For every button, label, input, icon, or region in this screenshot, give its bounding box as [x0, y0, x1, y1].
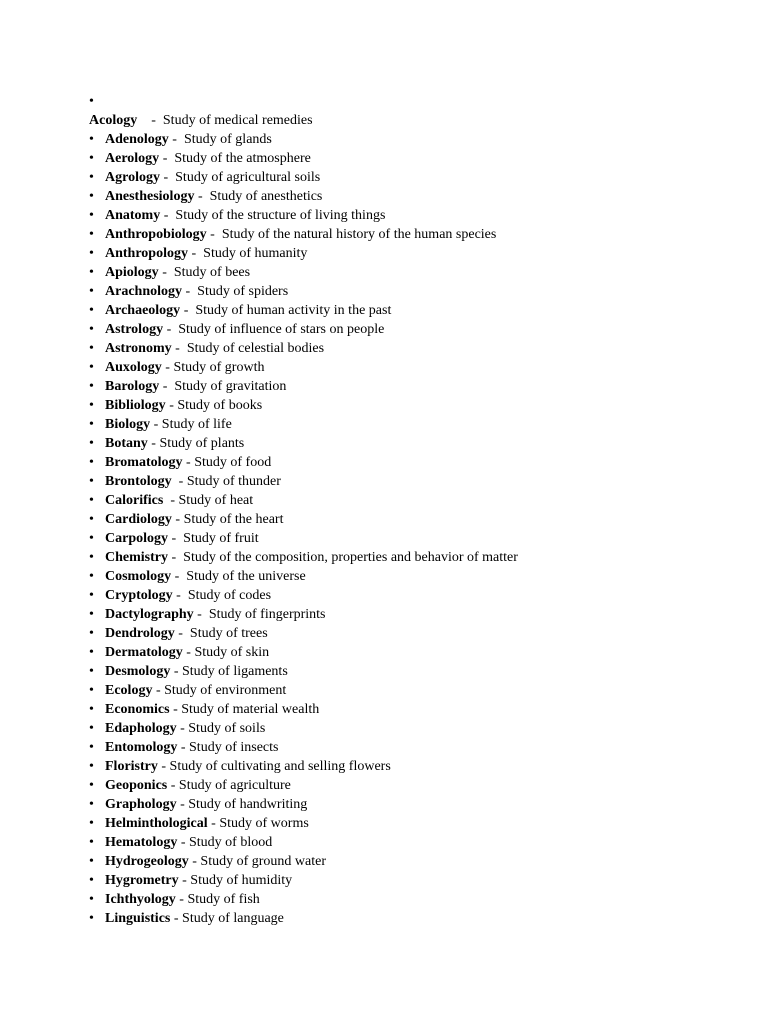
entry-definition: Study of spiders [197, 284, 289, 299]
entry-definition: Study of the composition, properties and behavior of matter [183, 550, 518, 565]
entry-definition: Study of the natural history of the human species [221, 227, 497, 242]
entry-definition: Study of influence of stars on people [178, 322, 385, 337]
entry-separator: - [177, 835, 189, 850]
entry-definition: Study of celestial bodies [186, 341, 325, 356]
entry-term: Dermatology [105, 645, 183, 660]
list-item [89, 624, 518, 643]
bullet-icon: • [89, 360, 94, 375]
entry-separator: - [170, 664, 182, 679]
list-item [89, 776, 518, 795]
list-item [89, 301, 518, 320]
entry-separator: - [175, 892, 188, 907]
entry-term: Geoponics [105, 778, 168, 793]
entry-term: Desmology [105, 664, 171, 679]
entry-separator: - [180, 303, 196, 318]
entry-term: Astronomy [105, 341, 172, 356]
entry-definition: Study of books [177, 398, 263, 413]
bullet-icon: • [89, 550, 94, 565]
entry-term: Helminthological [105, 816, 208, 831]
entry-definition: Study of handwriting [188, 797, 308, 812]
entry-definition: Study of medical remedies [162, 113, 313, 128]
entry-definition: Study of fruit [183, 531, 259, 546]
bullet-icon: • [89, 512, 94, 527]
entry-term: Aerology [105, 151, 160, 166]
bullet-icon: • [89, 303, 94, 318]
empty-bullet: • [89, 94, 94, 109]
list-item [89, 643, 518, 662]
entry-separator: - [157, 759, 170, 774]
entry-definition: Study of the atmosphere [174, 151, 311, 166]
bullet-icon: • [89, 208, 94, 223]
bullet-icon: • [89, 797, 94, 812]
entry-definition: Study of blood [189, 835, 273, 850]
entry-term: Acology [89, 113, 138, 128]
list-item [89, 187, 518, 206]
entry-term: Bibliology [105, 398, 166, 413]
entry-term: Economics [105, 702, 170, 717]
bullet-icon: • [89, 854, 94, 869]
entry-definition: Study of thunder [186, 474, 281, 489]
entry-term: Biology [105, 417, 151, 432]
list-item [89, 282, 518, 301]
first-entry [89, 111, 313, 130]
entry-separator: - [169, 702, 182, 717]
entry-definition: Study of environment [164, 683, 287, 698]
entry-term: Barology [105, 379, 160, 394]
bullet-icon: • [89, 835, 94, 850]
bullet-icon: • [89, 892, 94, 907]
entry-term: Archaeology [105, 303, 181, 318]
entry-definition: Study of worms [219, 816, 309, 831]
bullet-icon: • [89, 645, 94, 660]
entry-term: Chemistry [105, 550, 168, 565]
entry-term: Anatomy [105, 208, 161, 223]
entry-separator: - [176, 797, 189, 812]
entry-term: Edaphology [105, 721, 177, 736]
list-item [89, 757, 518, 776]
entry-separator: - [178, 873, 191, 888]
list-item [89, 529, 518, 548]
bullet-icon: • [89, 170, 94, 185]
list-item [89, 567, 518, 586]
entry-term: Entomology [105, 740, 178, 755]
entry-separator: - [182, 645, 195, 660]
bullet-icon: • [89, 683, 94, 698]
entry-term: Cryptology [105, 588, 173, 603]
list-item [89, 890, 518, 909]
entry-definition: Study of agriculture [178, 778, 291, 793]
list-item [89, 130, 518, 149]
entry-definition: Study of human activity in the past [195, 303, 392, 318]
bullet-icon: • [89, 702, 94, 717]
bullet-icon: • [89, 721, 94, 736]
bullet-icon: • [89, 265, 94, 280]
entry-separator: - [165, 398, 178, 413]
list-item [89, 814, 518, 833]
list-item [89, 833, 518, 852]
entry-separator: - [152, 683, 165, 698]
entry-separator: - [159, 170, 176, 185]
entry-separator: - [177, 740, 190, 755]
entry-term: Bromatology [105, 455, 183, 470]
entry-term: Dactylography [105, 607, 194, 622]
bullet-icon: • [89, 379, 94, 394]
entry-separator: - [168, 550, 184, 565]
bullet-icon: • [89, 778, 94, 793]
entry-term: Brontology [105, 474, 172, 489]
bullet-icon: • [89, 911, 94, 926]
entry-term: Floristry [105, 759, 158, 774]
entry-separator: - [207, 816, 220, 831]
entry-term: Carpology [105, 531, 168, 546]
bullet-icon: • [89, 816, 94, 831]
entry-term: Ecology [105, 683, 153, 698]
entry-separator: - [171, 512, 184, 527]
bullet-icon: • [89, 474, 94, 489]
list-item [89, 795, 518, 814]
entry-definition: Study of growth [173, 360, 265, 375]
entry-definition: Study of glands [183, 132, 272, 147]
bullet-icon: • [89, 531, 94, 546]
entry-separator: - [159, 379, 175, 394]
list-item [89, 358, 518, 377]
entry-definition: Study of skin [194, 645, 270, 660]
entry-term: Cardiology [105, 512, 172, 527]
bullet-icon: • [89, 607, 94, 622]
entry-term: Graphology [105, 797, 177, 812]
entry-definition: Study of life [161, 417, 232, 432]
list-item [89, 263, 518, 282]
entry-definition: Study of plants [159, 436, 245, 451]
entry-definition: Study of material wealth [181, 702, 320, 717]
entry-term: Dendrology [105, 626, 175, 641]
entry-definition: Study of food [194, 455, 272, 470]
entry-separator: - [150, 417, 162, 432]
entry-term: Agrology [105, 170, 160, 185]
entry-separator: - [160, 208, 176, 223]
entry-definition: Study of gravitation [174, 379, 287, 394]
entry-term: Linguistics [105, 911, 171, 926]
bullet-icon: • [89, 341, 94, 356]
list-item [89, 472, 518, 491]
entry-term: Hydrogeology [105, 854, 189, 869]
list-item [89, 244, 518, 263]
entry-definition: Study of the structure of living things [175, 208, 386, 223]
list-item [89, 149, 518, 168]
entry-separator: - [171, 474, 187, 489]
entry-term: Hematology [105, 835, 178, 850]
entry-separator: - [193, 607, 209, 622]
entry-term: Calorifics [105, 493, 164, 508]
entry-separator: - [171, 341, 187, 356]
list-item [89, 510, 518, 529]
list-item [89, 320, 518, 339]
list-item [89, 225, 518, 244]
entry-definition: Study of heat [178, 493, 254, 508]
entry-separator: - [170, 911, 183, 926]
entry-separator: - [159, 151, 175, 166]
entry-definition: Study of trees [189, 626, 268, 641]
bullet-icon: • [89, 398, 94, 413]
entry-term: Astrology [105, 322, 164, 337]
entry-term: Anesthesiology [105, 189, 195, 204]
list-item [89, 909, 518, 928]
entry-term: Ichthyology [105, 892, 176, 907]
entry-definition: Study of ground water [200, 854, 327, 869]
bullet-icon: • [89, 493, 94, 508]
list-item [89, 586, 518, 605]
entry-definition: Study of cultivating and selling flowers [169, 759, 391, 774]
entry-term: Hygrometry [105, 873, 179, 888]
list-item [89, 871, 518, 890]
entry-definition: Study of humidity [190, 873, 293, 888]
entry-separator: - [174, 626, 190, 641]
entry-definition: Study of humanity [203, 246, 308, 261]
bullet-icon: • [89, 151, 94, 166]
entry-separator: - [168, 132, 184, 147]
entry-separator: - [206, 227, 222, 242]
entry-term: Cosmology [105, 569, 172, 584]
entry-separator: - [167, 778, 179, 793]
entry-separator: - [194, 189, 210, 204]
list-item [89, 415, 518, 434]
bullet-icon: • [89, 246, 94, 261]
bullet-icon: • [89, 569, 94, 584]
entry-definition: Study of ligaments [182, 664, 288, 679]
list-item [89, 662, 518, 681]
entry-term: Anthropology [105, 246, 188, 261]
entry-definition: Study of the heart [183, 512, 284, 527]
entry-separator: - [176, 721, 189, 736]
list-item [89, 396, 518, 415]
entry-definition: Study of fish [187, 892, 260, 907]
entry-term: Arachnology [105, 284, 182, 299]
entry-separator: - [172, 588, 188, 603]
list-item [89, 491, 518, 510]
bullet-icon: • [89, 759, 94, 774]
list-item [89, 738, 518, 757]
entry-term: Apiology [105, 265, 159, 280]
bullet-icon: • [89, 322, 94, 337]
entry-separator: - [158, 265, 174, 280]
entry-separator: - [182, 284, 198, 299]
bullet-icon: • [89, 227, 94, 242]
entry-separator: - [182, 455, 195, 470]
bullet-icon: • [89, 189, 94, 204]
entry-definition: Study of agricultural soils [175, 170, 321, 185]
entry-term: Botany [105, 436, 148, 451]
entry-separator: - [171, 569, 187, 584]
list-item [89, 681, 518, 700]
entry-separator: - [163, 322, 179, 337]
entry-definition: Study of language [182, 911, 284, 926]
bullet-icon: • [89, 436, 94, 451]
list-item [89, 700, 518, 719]
entry-definition: Study of insects [189, 740, 279, 755]
entry-separator: - [188, 854, 201, 869]
entry-definition: Study of anesthetics [209, 189, 323, 204]
bullet-icon: • [89, 626, 94, 641]
bullet-icon: • [89, 417, 94, 432]
bullet-icon: • [89, 740, 94, 755]
entry-separator: - [137, 113, 163, 128]
list-item [89, 377, 518, 396]
entry-definition: Study of soils [188, 721, 266, 736]
entry-separator: - [163, 493, 179, 508]
entry-separator: - [187, 246, 204, 261]
entry-separator: - [161, 360, 174, 375]
entry-separator: - [168, 531, 184, 546]
list-item [89, 605, 518, 624]
entry-term: Auxology [105, 360, 162, 375]
list-item [89, 168, 518, 187]
list-item [89, 548, 518, 567]
bullet-icon: • [89, 664, 94, 679]
list-item [89, 453, 518, 472]
entry-term: Adenology [105, 132, 169, 147]
bullet-icon: • [89, 455, 94, 470]
list-item [89, 339, 518, 358]
bullet-icon: • [89, 132, 94, 147]
bullet-icon: • [89, 284, 94, 299]
list-item [89, 852, 518, 871]
term-list [89, 130, 518, 928]
entry-definition: Study of the universe [186, 569, 306, 584]
list-item [89, 434, 518, 453]
bullet-icon: • [89, 873, 94, 888]
entry-term: Anthropobiology [105, 227, 207, 242]
list-item [89, 719, 518, 738]
entry-definition: Study of codes [187, 588, 272, 603]
bullet-icon: • [89, 588, 94, 603]
entry-separator: - [147, 436, 160, 451]
entry-definition: Study of bees [173, 265, 251, 280]
list-item [89, 206, 518, 225]
entry-definition: Study of fingerprints [208, 607, 326, 622]
